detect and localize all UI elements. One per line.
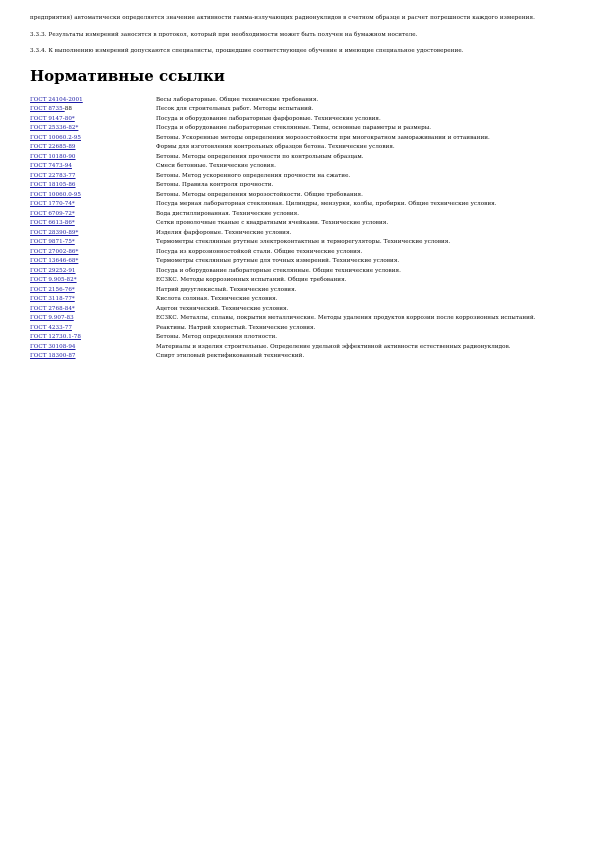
reference-code-link[interactable]: ГОСТ 10180-90 (30, 153, 76, 160)
paragraph-3-3-4: 3.3.4. К выполнению измерений допускаются специалисты, прошедшие соответствующее обучение и имеющие специальное удостоверение. (30, 48, 464, 55)
reference-description: Термометры стеклянные ртутные для точных измерений. Технические условия. (156, 258, 400, 265)
reference-code-link[interactable]: ГОСТ 1770-74* (30, 201, 75, 208)
reference-code-suffix: 88 (64, 106, 72, 113)
reference-code-cell (30, 124, 156, 134)
reference-row (30, 191, 555, 201)
reference-description: Бетоны. Методы определения прочности по контрольным образцам. (156, 153, 364, 160)
reference-description: Весы лабораторные. Общие технические требования. (156, 96, 319, 103)
reference-row (30, 162, 555, 172)
reference-row (30, 305, 555, 315)
reference-code-link[interactable]: ГОСТ 25336-82* (30, 125, 79, 132)
reference-row (30, 143, 555, 153)
reference-description: Формы для изготовления контрольных образцов бетона. Технические условия. (156, 144, 395, 151)
reference-code-cell (30, 143, 156, 153)
reference-code-cell (30, 153, 156, 163)
reference-description: Термометры стеклянные ртутные электроконтактные и терморегуляторы. Технические условия. (156, 239, 451, 246)
reference-code-cell (30, 257, 156, 267)
reference-row (30, 324, 555, 334)
reference-row (30, 333, 555, 343)
reference-description: Вода дистиллированная. Технические условия. (156, 210, 300, 217)
reference-code-link[interactable]: ГОСТ 9.905-82* (30, 277, 77, 284)
reference-code-cell (30, 305, 156, 315)
reference-code-link[interactable]: ГОСТ 7473-94 (30, 163, 72, 170)
reference-code-link[interactable]: ГОСТ 10060.2-95 (30, 134, 81, 141)
paragraph-3-3-3: 3.3.3. Результаты измерений заносятся в протокол, который при необходимости может быть получен на бумажном носителе. (30, 31, 418, 38)
reference-code-link[interactable]: ГОСТ 9.907-83 (30, 315, 74, 322)
reference-row (30, 181, 555, 191)
reference-code-link[interactable]: ГОСТ 30108-94 (30, 343, 76, 350)
reference-code-link[interactable]: ГОСТ 2156-76* (30, 286, 75, 293)
reference-description: Сетки проволочные тканые с квадратными ячейками. Технические условия. (156, 220, 389, 227)
reference-code-cell (30, 267, 156, 277)
reference-row (30, 153, 555, 163)
reference-row (30, 115, 555, 125)
reference-description: Посуда и оборудование лабораторные стеклянные. Типы, основные параметры и размеры. (156, 125, 432, 132)
reference-row (30, 276, 555, 286)
reference-row (30, 105, 555, 115)
references-list (30, 96, 555, 362)
reference-row (30, 343, 555, 353)
reference-code-link[interactable]: ГОСТ 22685-89 (30, 144, 76, 151)
reference-code-cell (30, 162, 156, 172)
reference-code-link[interactable]: ГОСТ 28390-89* (30, 229, 79, 236)
reference-description: Песок для строительных работ. Методы испытаний. (156, 106, 314, 113)
reference-row (30, 352, 555, 362)
reference-code-cell (30, 96, 156, 106)
reference-description: Бетоны. Методы определения морозостойкости. Общие требования. (156, 191, 363, 198)
reference-code-cell (30, 352, 156, 362)
reference-description: Реактивы. Натрий хлористый. Технические условия. (156, 324, 316, 331)
reference-code-link[interactable]: ГОСТ 4233-77 (30, 324, 72, 331)
reference-description: Бетоны. Метод определения плотности. (156, 334, 278, 341)
reference-code-cell (30, 172, 156, 182)
reference-code-cell (30, 324, 156, 334)
section-heading: Нормативные ссылки (30, 66, 225, 85)
reference-description: Бетоны. Ускоренные методы определения морозостойкости при многократном замораживании и оттаивании. (156, 134, 490, 141)
reference-code-link[interactable]: ГОСТ 8735- (30, 106, 65, 113)
reference-code-link[interactable]: ГОСТ 9871-75* (30, 239, 75, 246)
reference-description: Посуда и оборудование лабораторные стеклянные. Общие технические условия. (156, 267, 401, 274)
reference-description: Посуда и оборудование лабораторные фарфоровые. Технические условия. (156, 115, 381, 122)
reference-row (30, 172, 555, 182)
reference-code-cell (30, 200, 156, 210)
reference-description: Кислота соляная. Технические условия. (156, 296, 278, 303)
reference-description: Посуда из коррозионностойкой стали. Общие технические условия. (156, 248, 363, 255)
reference-description: Бетоны. Метод ускоренного определения прочности на сжатие. (156, 172, 351, 179)
reference-code-cell (30, 238, 156, 248)
paragraph-measurement-result: предприятия) автоматически определяется значение активности гамма-излучающих радионуклидов в счетном образце и расчет погрешности каждого измерения. (30, 15, 536, 21)
reference-row (30, 219, 555, 229)
reference-code-link[interactable]: ГОСТ 22783-77 (30, 172, 76, 179)
reference-row (30, 96, 555, 106)
reference-code-cell (30, 210, 156, 220)
reference-code-cell (30, 181, 156, 191)
reference-description: Посуда мерная лабораторная стеклянная. Цилиндры, мензурки, колбы, пробирки. Общие технические условия. (156, 201, 497, 208)
reference-code-cell (30, 219, 156, 229)
reference-code-link[interactable]: ГОСТ 10060.0-95 (30, 191, 81, 198)
reference-description: Ацетон технический. Технические условия. (156, 305, 289, 312)
reference-description: Бетоны. Правила контроля прочности. (156, 182, 274, 189)
reference-code-link[interactable]: ГОСТ 2768-84* (30, 305, 75, 312)
reference-code-cell (30, 295, 156, 305)
reference-code-cell (30, 229, 156, 239)
reference-row (30, 295, 555, 305)
reference-code-link[interactable]: ГОСТ 6709-72* (30, 210, 75, 217)
reference-code-link[interactable]: ГОСТ 12730.1-78 (30, 334, 81, 341)
reference-code-link[interactable]: ГОСТ 18300-87 (30, 353, 76, 360)
reference-code-cell (30, 191, 156, 201)
reference-code-cell (30, 286, 156, 296)
reference-code-cell (30, 115, 156, 125)
reference-code-cell (30, 343, 156, 353)
reference-description: Материалы и изделия строительные. Определение удельной эффективной активности естественных радионуклидов. (156, 343, 511, 350)
reference-row (30, 286, 555, 296)
reference-code-cell (30, 105, 156, 115)
reference-code-link[interactable]: ГОСТ 18105-86 (30, 182, 76, 189)
reference-code-cell (30, 134, 156, 144)
reference-code-cell (30, 248, 156, 258)
reference-description: ЕСЗКС. Металлы, сплавы, покрытия металлические. Методы удаления продуктов коррозии после коррозионных испытаний. (156, 315, 536, 322)
reference-description: Натрий двууглекислый. Технические условия. (156, 286, 297, 293)
reference-row (30, 257, 555, 267)
references-table (30, 96, 555, 362)
reference-row (30, 248, 555, 258)
reference-code-link[interactable]: ГОСТ 3118-77* (30, 296, 75, 303)
reference-code-cell (30, 333, 156, 343)
document-page (30, 14, 555, 362)
reference-row (30, 229, 555, 239)
reference-description: Изделия фарфоровые. Технические условия. (156, 229, 292, 236)
reference-description: ЕСЗКС. Методы коррозионных испытаний. Общие требования. (156, 277, 347, 284)
reference-code-cell (30, 314, 156, 324)
reference-row (30, 210, 555, 220)
reference-code-link[interactable]: ГОСТ 24104-2001 (30, 96, 83, 103)
reference-row (30, 238, 555, 248)
reference-code-link[interactable]: ГОСТ 27002-86* (30, 248, 79, 255)
reference-code-link[interactable]: ГОСТ 6613-86* (30, 220, 75, 227)
reference-code-link[interactable]: ГОСТ 9147-80* (30, 115, 75, 122)
reference-row (30, 134, 555, 144)
reference-code-link[interactable]: ГОСТ 29252-91 (30, 267, 76, 274)
reference-description: Спирт этиловый ректификованный технический. (156, 353, 305, 360)
reference-description: Смеси бетонные. Технические условия. (156, 163, 276, 170)
reference-row (30, 200, 555, 210)
reference-code-cell (30, 276, 156, 286)
reference-row (30, 267, 555, 277)
reference-row (30, 314, 555, 324)
reference-row (30, 124, 555, 134)
reference-code-link[interactable]: ГОСТ 13646-68* (30, 258, 79, 265)
